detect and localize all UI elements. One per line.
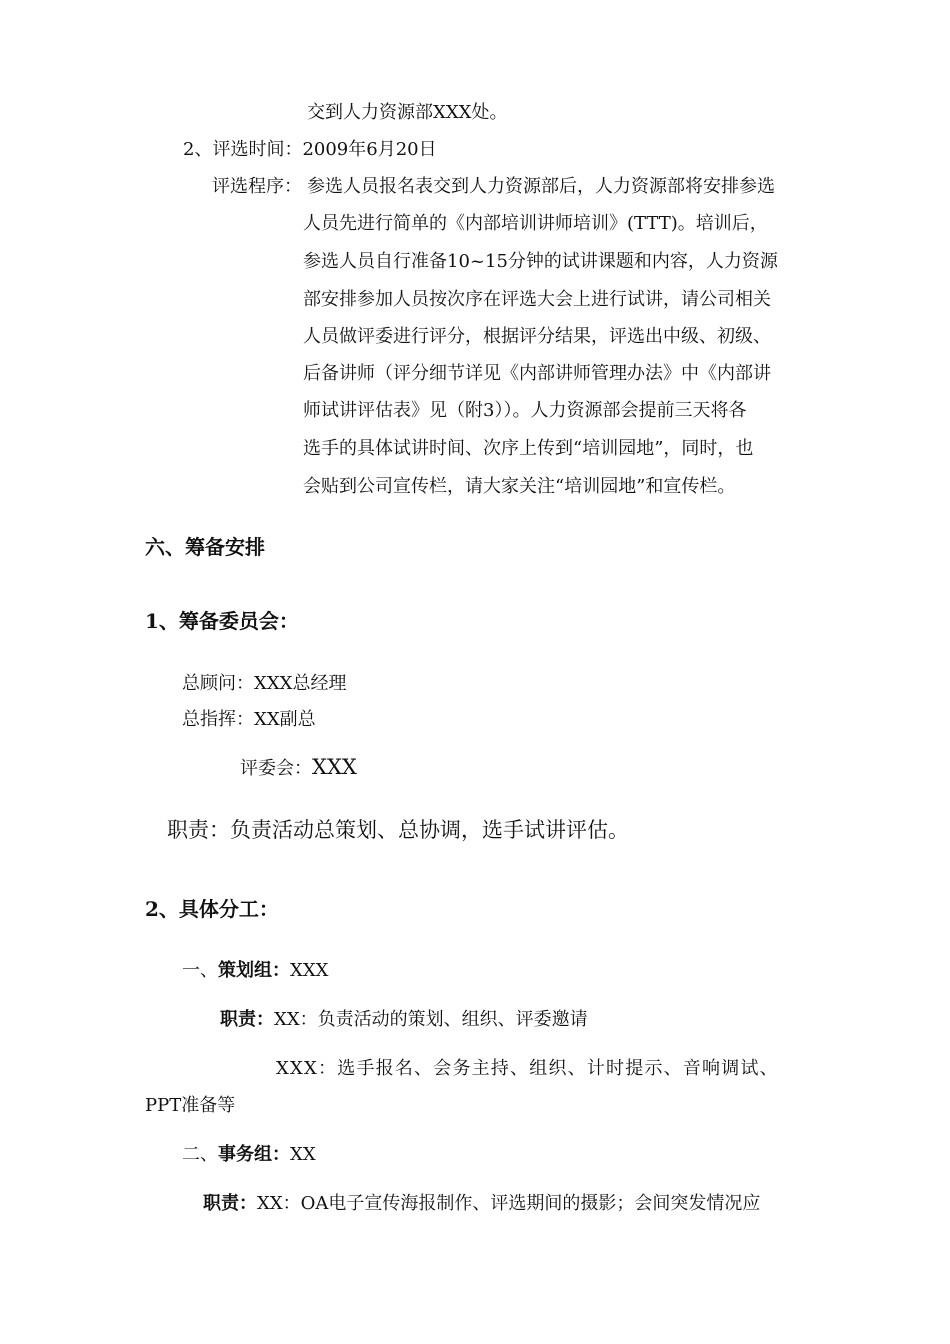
procedure-line: 参选人员报名表交到人力资源部后，人力资源部将安排参选	[307, 176, 775, 197]
division-heading: 2、具体分工：	[145, 897, 279, 921]
jury-label: 评委会：	[240, 758, 312, 779]
committee-heading: 1、筹备委员会：	[145, 609, 299, 633]
planning-group	[182, 959, 328, 983]
planning-duty-1	[220, 1008, 588, 1032]
affairs-group-prefix: 二、	[182, 1144, 218, 1165]
affairs-group-value: XX	[290, 1144, 316, 1165]
jury-value: XXX	[312, 755, 357, 779]
planning-group-prefix: 一、	[182, 960, 218, 981]
registration-continuation: 交到人力资源部XXX处。	[307, 102, 508, 123]
general-commander: 总指挥：XX副总	[182, 709, 316, 730]
procedure-line: 师试讲评估表》见（附3））。人力资源部会提前三天将各	[303, 400, 747, 421]
procedure-line: 选手的具体试讲时间、次序上传到“培训园地”，同时，也	[303, 438, 754, 459]
procedure-line: 参选人员自行准备10~15分钟的试讲课题和内容，人力资源	[303, 251, 778, 272]
procedure-line: 部安排参加人员按次序在评选大会上进行试讲，请公司相关	[303, 289, 771, 310]
planning-duty-label: 职责：	[220, 1009, 274, 1030]
planning-group-label: 策划组：	[218, 960, 290, 981]
selection-time: 2、评选时间：2009年6月20日	[183, 139, 437, 160]
affairs-duty-label: 职责：	[203, 1193, 257, 1214]
procedure-line: 人员先进行简单的《内部培训讲师培训》(TTT)。培训后，	[303, 213, 768, 234]
committee-duty: 职责：负责活动总策划、总协调，选手试讲评估。	[167, 818, 629, 842]
planning-duty-2: XXX：选手报名、会务主持、组织、计时提示、音响调试、	[276, 1058, 779, 1079]
affairs-group-label: 事务组：	[218, 1144, 290, 1165]
procedure-line: 后备讲师（评分细节详见《内部讲师管理办法》中《内部讲	[303, 363, 771, 384]
selection-procedure-label: 评选程序：	[212, 176, 302, 197]
general-advisor: 总顾问：XXX总经理	[182, 673, 347, 694]
affairs-duty-1	[203, 1192, 760, 1216]
procedure-line: 会贴到公司宣传栏，请大家关注“培训园地”和宣传栏。	[303, 476, 736, 497]
section-6-heading: 六、筹备安排	[145, 535, 265, 559]
planning-group-value: XXX	[290, 960, 329, 981]
jury-line	[240, 755, 357, 781]
affairs-duty-1-text: XX：OA电子宣传海报制作、评选期间的摄影；会间突发情况应	[257, 1193, 761, 1214]
planning-duty-1-text: XX：负责活动的策划、组织、评委邀请	[274, 1009, 588, 1030]
procedure-line: 人员做评委进行评分，根据评分结果，评选出中级、初级、	[303, 326, 771, 347]
affairs-group	[182, 1143, 316, 1167]
planning-duty-2-continuation: PPT准备等	[145, 1095, 236, 1116]
